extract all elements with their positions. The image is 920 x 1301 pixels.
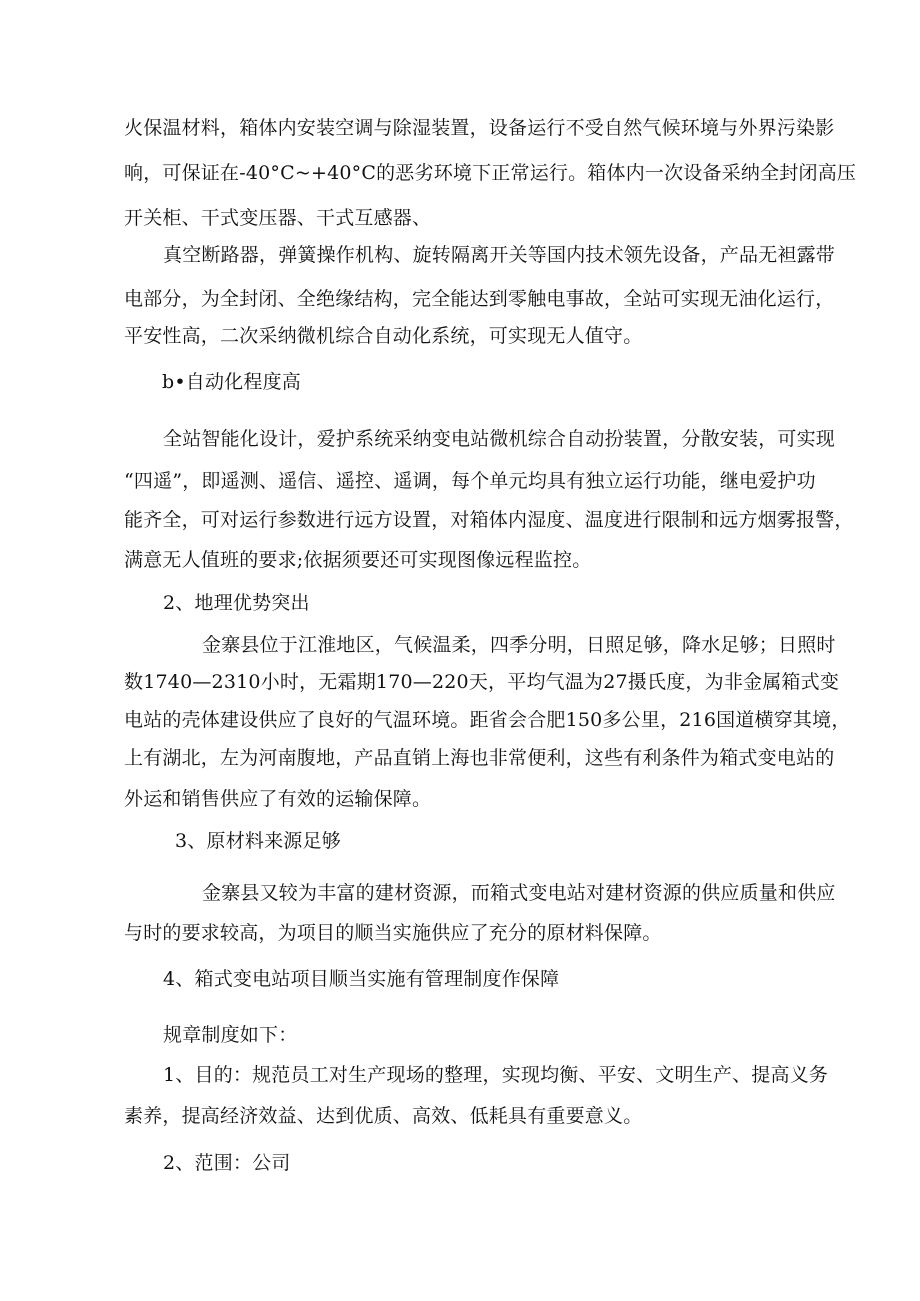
text-line: 1、目的：规范员工对生产现场的整理，实现均衡、平安、文明生产、提高义务 [163, 1064, 829, 1086]
text-line: 与时的要求较高，为项目的顺当实施供应了充分的原材料保障。 [124, 922, 662, 944]
text-line: 火保温材料，箱体内安装空调与除湿装置，设备运行不受自然气候环境与外界污染影 [124, 117, 835, 139]
section-heading: 4、箱式变电站项目顺当实施有管理制度作保障 [163, 968, 560, 990]
text-line: 金寨县位于江淮地区，气候温柔，四季分明，日照足够，降水足够；日照时 [202, 634, 836, 656]
text-line: 规章制度如下： [163, 1024, 298, 1046]
text-line: 电站的壳体建设供应了良好的气温环境。距省会合肥150多公里，216国道横穿其境， [124, 709, 851, 731]
text-line: 外运和销售供应了有效的运输保障。 [124, 788, 432, 810]
text-line: 数1740—2310小时，无霜期170—220天，平均气温为27摄氏度，为非金属箱式变 [124, 671, 840, 693]
text-line: 真空断路器，弹簧操作机构、旋转隔离开关等国内技术领先设备，产品无袒露带 [163, 244, 836, 266]
section-heading: b•自动化程度高 [162, 371, 301, 393]
text-line: 素养，提高经济效益、达到优质、高效、低耗具有重要意义。 [124, 1105, 643, 1127]
text-line: 响，可保证在-40°C~+40°C的恶劣环境下正常运行。箱体内一次设备采纳全封闭高压 [124, 162, 857, 184]
text-line: 上有湖北，左为河南腹地，产品直销上海也非常便利，这些有利条件为箱式变电站的 [124, 747, 835, 769]
text-line: 满意无人值班的要求;依据须要还可实现图像远程监控。 [124, 549, 592, 571]
text-line: 平安性高，二次采纳微机综合自动化系统，可实现无人值守。 [124, 325, 643, 347]
text-line: 能齐全，可对运行参数进行远方设置，对箱体内湿度、温度进行限制和远方烟雾报警， [124, 509, 854, 531]
text-line: 全站智能化设计，爱护系统采纳变电站微机综合自动扮装置，分散安装，可实现 [163, 428, 836, 450]
text-line: 开关柜、干式变压器、干式互感器、 [124, 207, 432, 229]
text-line: 2、范围：公司 [163, 1152, 291, 1174]
section-heading: 3、原材料来源足够 [175, 830, 341, 852]
text-line: 金寨县又较为丰富的建材资源，而箱式变电站对建材资源的供应质量和供应 [202, 882, 836, 904]
text-line: 电部分，为全封闭、全绝缘结构，完全能达到零触电事故，全站可实现无油化运行， [124, 288, 835, 310]
text-line: “四遥”，即遥测、遥信、遥控、遥调，每个单元均具有独立运行功能，继电爱护功 [124, 470, 816, 492]
section-heading: 2、地理优势突出 [163, 592, 310, 614]
